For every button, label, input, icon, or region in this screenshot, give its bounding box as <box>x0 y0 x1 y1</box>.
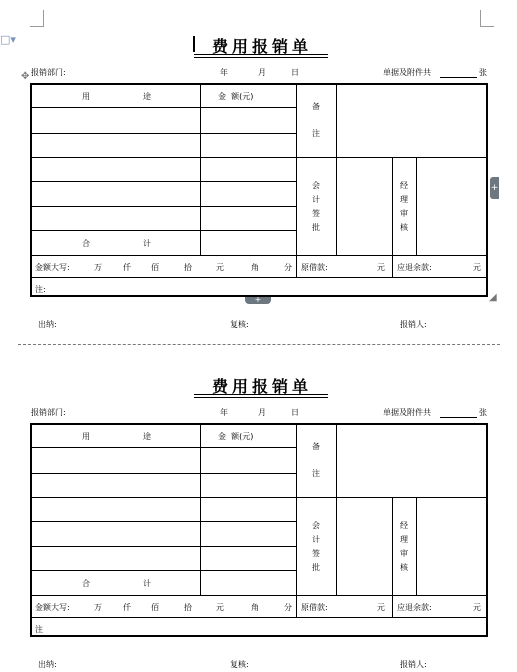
claimant-label[interactable]: 报销人: <box>400 320 427 329</box>
add-column-button[interactable]: + <box>490 177 499 199</box>
attachment-count-blank[interactable] <box>440 77 477 78</box>
manager-char: 核 <box>400 223 408 232</box>
title-underline <box>194 394 328 395</box>
accountant-char: 会 <box>312 521 320 530</box>
manager-char: 经 <box>400 181 408 190</box>
title-char: 报 <box>251 377 272 396</box>
title-char: 用 <box>231 37 252 56</box>
expense-form-2 <box>0 372 517 672</box>
table-resize-handle-icon[interactable]: ◢ <box>489 292 497 303</box>
borrowed-label[interactable]: 原借款: <box>301 603 328 612</box>
unit-shi[interactable]: 拾 <box>184 263 192 272</box>
unit-qian[interactable]: 仟 <box>123 603 131 612</box>
remark-char: 注 <box>312 469 320 478</box>
unit-qian[interactable]: 仟 <box>123 263 131 272</box>
borrowed-label[interactable]: 原借款: <box>301 263 328 272</box>
accountant-char: 计 <box>312 195 320 204</box>
note-label[interactable]: 注 <box>35 625 43 634</box>
accountant-char: 签 <box>312 549 320 558</box>
unit-jiao[interactable]: 角 <box>251 263 259 272</box>
day-label[interactable]: 日 <box>291 68 299 77</box>
day-label[interactable]: 日 <box>291 408 299 417</box>
manager-char: 理 <box>400 535 408 544</box>
purpose-header-2[interactable]: 途 <box>143 92 151 101</box>
amount-header[interactable]: 金 额(元) <box>218 432 254 441</box>
accountant-char: 签 <box>312 209 320 218</box>
unit-fen[interactable]: 分 <box>284 263 292 272</box>
refund-label[interactable]: 应退余款: <box>397 603 432 612</box>
manager-char: 核 <box>400 563 408 572</box>
accountant-char: 计 <box>312 535 320 544</box>
manager-char: 理 <box>400 195 408 204</box>
manager-char: 审 <box>400 549 408 558</box>
crop-mark-top-right <box>480 10 494 27</box>
title-char: 销 <box>272 377 293 396</box>
amount-header[interactable]: 金 额(元) <box>218 92 254 101</box>
year-label[interactable]: 年 <box>220 408 228 417</box>
accountant-char: 批 <box>312 223 320 232</box>
unit-yuan[interactable]: 元 <box>216 263 224 272</box>
title-char: 用 <box>231 377 252 396</box>
total-label-2[interactable]: 计 <box>143 239 151 248</box>
title-underline <box>194 397 328 398</box>
year-label[interactable]: 年 <box>220 68 228 77</box>
dept-label[interactable]: 报销部门: <box>31 408 66 417</box>
remark-char: 备 <box>312 442 320 451</box>
borrowed-unit[interactable]: 元 <box>377 603 385 612</box>
title-underline <box>194 57 328 58</box>
month-label[interactable]: 月 <box>258 68 266 77</box>
unit-wan[interactable]: 万 <box>94 603 102 612</box>
purpose-header-1[interactable]: 用 <box>82 432 90 441</box>
title-char: 费 <box>211 37 232 56</box>
expense-table <box>30 83 488 297</box>
attachment-unit[interactable]: 张 <box>479 68 487 77</box>
refund-label[interactable]: 应退余款: <box>397 263 432 272</box>
accountant-char: 会 <box>312 181 320 190</box>
expense-table <box>30 423 488 637</box>
reviewer-label[interactable]: 复核: <box>230 320 249 329</box>
accountant-label[interactable] <box>311 179 321 235</box>
title-char: 报 <box>251 37 272 56</box>
title-underline <box>194 54 328 55</box>
title-char: 费 <box>211 377 232 396</box>
remark-char: 备 <box>312 102 320 111</box>
refund-unit[interactable]: 元 <box>473 603 481 612</box>
unit-bai[interactable]: 佰 <box>151 603 159 612</box>
remark-label[interactable] <box>311 101 321 139</box>
accountant-char: 批 <box>312 563 320 572</box>
purpose-header-2[interactable]: 途 <box>143 432 151 441</box>
claimant-label[interactable]: 报销人: <box>400 660 427 669</box>
month-label[interactable]: 月 <box>258 408 266 417</box>
capital-label[interactable]: 金额大写: <box>35 263 70 272</box>
capital-label[interactable]: 金额大写: <box>35 603 70 612</box>
unit-yuan[interactable]: 元 <box>216 603 224 612</box>
borrowed-unit[interactable]: 元 <box>377 263 385 272</box>
total-label-1[interactable]: 合 <box>82 579 90 588</box>
cashier-label[interactable]: 出纳: <box>38 660 57 669</box>
unit-jiao[interactable]: 角 <box>251 603 259 612</box>
total-label-2[interactable]: 计 <box>143 579 151 588</box>
remark-char: 注 <box>312 129 320 138</box>
manager-char: 经 <box>400 521 408 530</box>
table-move-handle-icon[interactable]: ✥ <box>21 71 30 82</box>
manager-char: 审 <box>400 209 408 218</box>
unit-wan[interactable]: 万 <box>94 263 102 272</box>
accountant-label[interactable] <box>311 519 321 575</box>
refund-unit[interactable]: 元 <box>473 263 481 272</box>
add-row-button[interactable]: + <box>245 296 271 304</box>
purpose-header-1[interactable]: 用 <box>82 92 90 101</box>
document-icon[interactable]: □▾ <box>0 33 16 46</box>
title-char: 单 <box>292 377 313 396</box>
remark-label[interactable] <box>311 441 321 479</box>
attachment-count-blank[interactable] <box>440 417 477 418</box>
note-label[interactable]: 注: <box>35 285 46 294</box>
title-char: 销 <box>272 37 293 56</box>
cashier-label[interactable]: 出纳: <box>38 320 57 329</box>
title-char: 单 <box>292 37 313 56</box>
manager-label[interactable] <box>399 519 409 575</box>
manager-label[interactable] <box>399 179 409 235</box>
reviewer-label[interactable]: 复核: <box>230 660 249 669</box>
expense-form-1 <box>0 32 517 372</box>
crop-mark-top-left <box>30 10 44 27</box>
dept-label[interactable]: 报销部门: <box>31 68 66 77</box>
attachment-label[interactable]: 单据及附件共 <box>383 68 431 77</box>
unit-bai[interactable]: 佰 <box>151 263 159 272</box>
unit-fen[interactable]: 分 <box>284 603 292 612</box>
attachment-unit[interactable]: 张 <box>479 408 487 417</box>
attachment-label[interactable]: 单据及附件共 <box>383 408 431 417</box>
total-label-1[interactable]: 合 <box>82 239 90 248</box>
unit-shi[interactable]: 拾 <box>184 603 192 612</box>
